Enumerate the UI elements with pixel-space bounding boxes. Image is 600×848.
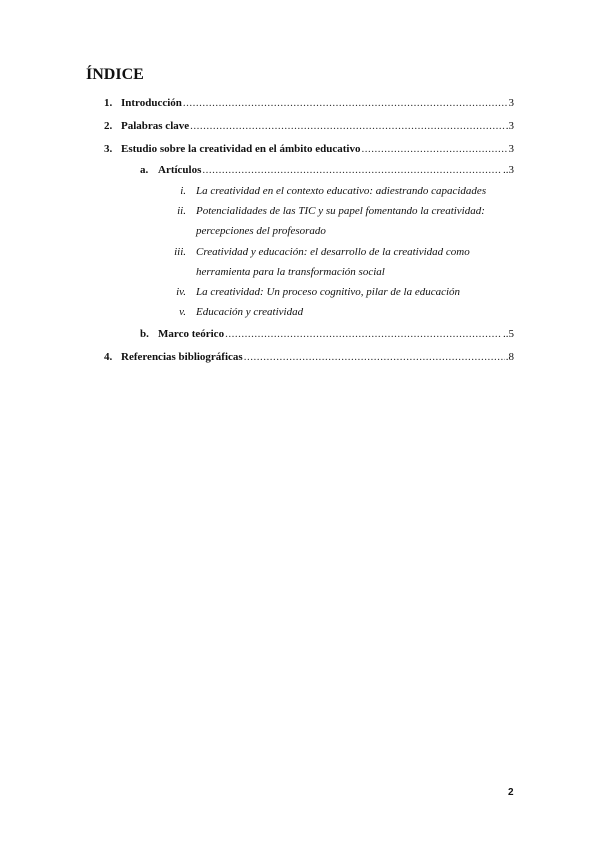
toc-entry-page: .8 (505, 351, 514, 363)
index-title: ÍNDICE (86, 66, 144, 83)
toc-leader-dots (361, 142, 507, 156)
article-title-line: Creatividad y educación: el desarrollo de la creatividad como (196, 246, 470, 258)
toc-entry-number: b. (140, 328, 149, 340)
toc-entry-label: Marco teórico (158, 328, 225, 340)
article-title-line: La creatividad en el contexto educativo: adiestrando capacidades (196, 185, 487, 197)
toc-entry-introduccion[interactable] (104, 96, 514, 110)
toc-entry-label: Artículos (158, 164, 202, 176)
article-roman-numeral: iii. (174, 246, 186, 258)
toc-article-item[interactable] (156, 184, 487, 198)
toc-entry-articulos[interactable] (140, 163, 514, 177)
toc-entry-number: 1. (104, 97, 113, 109)
toc-entry-page: 3 (508, 97, 514, 109)
toc-entry-page: 3 (508, 143, 514, 155)
toc-entry-label: Introducción (121, 97, 182, 109)
toc-entry-number: 4. (104, 351, 113, 363)
toc-entry-page: .3 (505, 120, 514, 132)
toc-entry-referencias[interactable] (104, 350, 514, 364)
toc-leader-dots (190, 119, 505, 133)
toc-entry-label: Referencias bibliográficas (121, 351, 243, 363)
toc-entry-palabras-clave[interactable] (104, 119, 514, 133)
toc-entry-label: Palabras clave (121, 120, 190, 132)
article-roman-numeral: iv. (176, 286, 186, 298)
article-title-line: Potencialidades de las TIC y su papel fomentando la creatividad: (196, 205, 485, 217)
article-title-line: La creatividad: Un proceso cognitivo, pilar de la educación (196, 286, 461, 298)
toc-article-item[interactable] (156, 204, 485, 237)
article-roman-numeral: i. (180, 185, 186, 197)
toc-article-item[interactable] (156, 285, 461, 299)
toc-entry-page: ..3 (503, 164, 514, 176)
toc-leader-dots (225, 327, 502, 341)
page-number: 2 (508, 787, 514, 798)
article-title-line: herramienta para la transformación social (196, 266, 385, 278)
toc-leader-dots (183, 96, 508, 110)
toc-leader-dots (244, 350, 505, 364)
toc-entry-estudio[interactable] (104, 142, 514, 156)
toc-leader-dots (202, 163, 502, 177)
toc-entry-label: Estudio sobre la creatividad en el ámbito educativo (121, 143, 361, 155)
toc-entry-marco-teorico[interactable] (140, 327, 514, 341)
article-roman-numeral: v. (179, 306, 186, 318)
toc-entry-number: 3. (104, 143, 113, 155)
toc-article-item[interactable] (156, 245, 470, 278)
toc-article-item[interactable] (156, 305, 304, 319)
article-title-line: percepciones del profesorado (196, 225, 326, 237)
toc-entry-number: a. (140, 164, 149, 176)
article-title-line: Educación y creatividad (196, 306, 304, 318)
article-roman-numeral: ii. (177, 205, 186, 217)
toc-entry-number: 2. (104, 120, 113, 132)
toc-entry-page: ..5 (503, 328, 514, 340)
